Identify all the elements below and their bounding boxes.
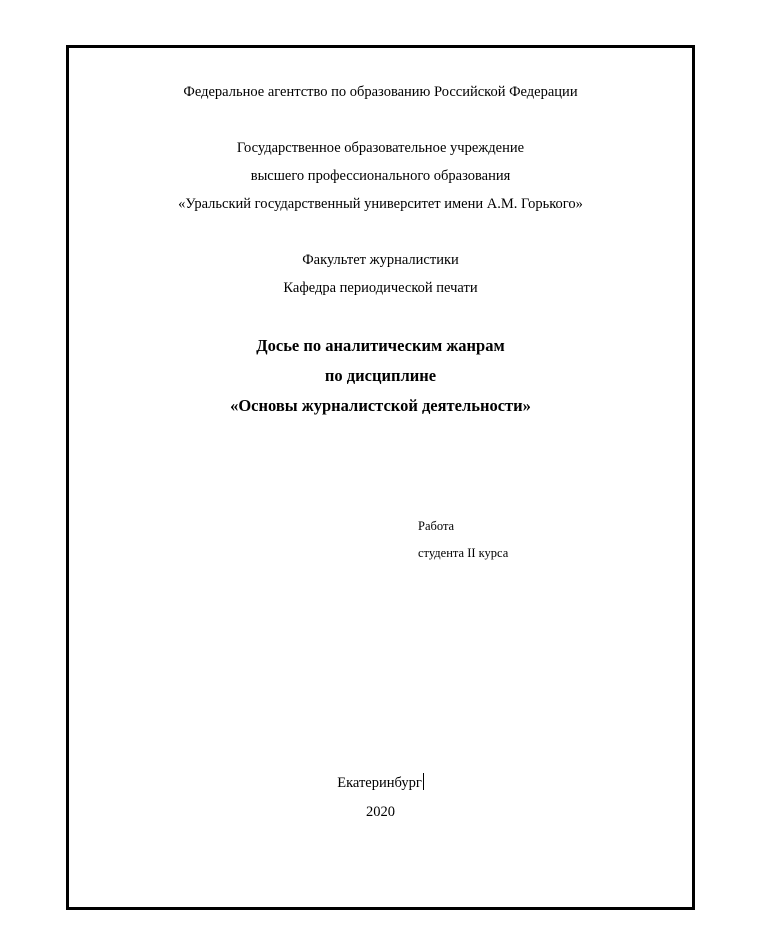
institution-line-2: высшего профессионального образования	[250, 168, 511, 184]
institution-line-3: «Уральский государственный университет имени А.М. Горького»	[178, 196, 583, 212]
document-title-line-2: по дисциплине	[324, 366, 437, 385]
title-page[interactable]	[66, 45, 695, 910]
city-text: Екатеринбург	[337, 775, 422, 791]
agency-line: Федеральное агентство по образованию Российской Федерации	[183, 84, 578, 100]
city-line[interactable]	[69, 773, 692, 792]
faculty-line: Факультет журналистики	[302, 252, 459, 268]
document-title-line-3: «Основы журналистской деятельности»	[230, 396, 531, 415]
text-cursor	[423, 773, 424, 790]
author-line-1: Работа	[418, 519, 455, 533]
document-title-line-1: Досье по аналитическим жанрам	[256, 336, 505, 355]
department-line: Кафедра периодической печати	[283, 280, 478, 296]
institution-line-1: Государственное образовательное учреждение	[236, 140, 525, 156]
author-line-2: студента II курса	[418, 546, 509, 560]
year-line: 2020	[366, 804, 395, 820]
